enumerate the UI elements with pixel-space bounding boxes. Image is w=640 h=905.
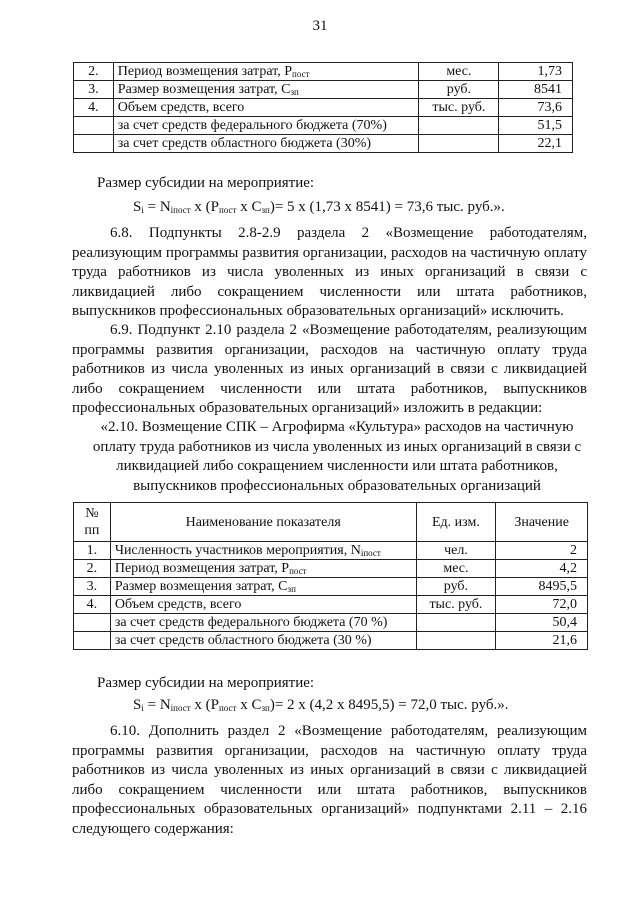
- table-2-10: [73, 502, 588, 650]
- paragraph-6-9: 6.9. Подпункт 2.10 раздела 2 «Возмещение работодателям, реализующим программы развития организации, расходов на частичную оплату труда работников из числа уволенных из иных организаций в связи с ликвидацией либо сокращением численности или штата работников, выпускников профессиональных образовательных организаций» изложить в редакции:: [72, 322, 587, 416]
- row-unit: [416, 614, 496, 632]
- table-row: [74, 63, 573, 81]
- table-row: [74, 542, 588, 560]
- table-row: [74, 99, 573, 117]
- row-unit: тыс. руб.: [416, 596, 496, 614]
- table-row: [74, 614, 588, 632]
- row-value: 50,4: [496, 614, 588, 632]
- header-number: № пп: [74, 503, 111, 542]
- table-row: [74, 117, 573, 135]
- row-value: 4,2: [496, 560, 588, 578]
- row-unit: тыс. руб.: [419, 99, 499, 117]
- row-name: Размер возмещения затрат, $C_{зп}$: [110, 578, 416, 596]
- row-number: [74, 632, 111, 650]
- row-number: 4.: [74, 99, 114, 117]
- row-number: 4.: [74, 596, 111, 614]
- row-unit: [419, 135, 499, 153]
- table-continuation: [73, 62, 573, 153]
- row-name: Объем средств, всего: [110, 596, 416, 614]
- page-number: 31: [312, 18, 328, 34]
- formula-2: $S_i = N_{iпост}$ x ($P_{пост}$ x $C_{зп})= 2$ x (4,2 x 8495,5) = 72,0 тыс. руб.».: [133, 697, 509, 713]
- table-row: [74, 578, 588, 596]
- row-number: 3.: [74, 81, 114, 99]
- row-name: Объем средств, всего: [113, 99, 419, 117]
- subsidy-label-2: Размер субсидии на мероприятие:: [97, 675, 315, 691]
- row-value: 21,6: [496, 632, 588, 650]
- formula-1: $S_i = N_{iпост}$ x ($P_{пост}$ x $C_{зп})= 5$ x (1,73 x 8541) = 73,6 тыс. руб.».: [133, 199, 505, 215]
- header-name: Наименование показателя: [110, 503, 416, 542]
- row-number: [74, 614, 111, 632]
- row-value: 1,73: [499, 63, 573, 81]
- table-row: [74, 560, 588, 578]
- row-value: 8495,5: [496, 578, 588, 596]
- row-unit: мес.: [416, 560, 496, 578]
- row-value: 73,6: [499, 99, 573, 117]
- row-unit: чел.: [416, 542, 496, 560]
- header-value: Значение: [496, 503, 588, 542]
- subsidy-label-1: Размер субсидии на мероприятие:: [97, 175, 315, 191]
- paragraph-6-10: 6.10. Дополнить раздел 2 «Возмещение работодателям, реализующим программы развития организации, расходов на частичную оплату труда работников из числа уволенных из иных организаций в связи с ликвидацией либо сокращением численности или штата работников, выпускников профессиональных образовательных организаций» подпунктами 2.11 – 2.16 следующего содержания:: [72, 723, 587, 837]
- row-number: [74, 117, 114, 135]
- row-value: 72,0: [496, 596, 588, 614]
- row-value: 2: [496, 542, 588, 560]
- table-row: [74, 632, 588, 650]
- row-number: 2.: [74, 560, 111, 578]
- table-row: [74, 135, 573, 153]
- row-value: 8541: [499, 81, 573, 99]
- row-number: [74, 135, 114, 153]
- row-name: Период возмещения затрат, $P_{пост}$: [110, 560, 416, 578]
- row-name: за счет средств федерального бюджета (70 %): [110, 614, 416, 632]
- row-unit: [416, 632, 496, 650]
- heading-2-10: «2.10. Возмещение СПК – Агрофирма «Культура» расходов на частичную оплату труда работников из числа уволенных из иных организаций в связи с ликвидацией либо сокращением численности или штата работников, выпускников профессиональных образовательных организаций: [92, 419, 582, 494]
- row-unit: руб.: [419, 81, 499, 99]
- row-unit: руб.: [416, 578, 496, 596]
- row-name: Численность участников мероприятия, $N_{iпост}$: [110, 542, 416, 560]
- table-row: [74, 81, 573, 99]
- row-name: за счет средств областного бюджета (30 %): [110, 632, 416, 650]
- row-unit: мес.: [419, 63, 499, 81]
- row-number: 3.: [74, 578, 111, 596]
- row-number: 1.: [74, 542, 111, 560]
- paragraph-6-8: 6.8. Подпункты 2.8-2.9 раздела 2 «Возмещение работодателям, реализующим программы развития организации, расходов на частичную оплату труда работников из числа уволенных из иных организаций в связи с ликвидацией либо сокращением численности или штата работников, выпускников профессиональных образовательных организаций» исключить.: [72, 225, 587, 319]
- row-unit: [419, 117, 499, 135]
- table-row: [74, 596, 588, 614]
- row-name: Период возмещения затрат, $P_{пост}$: [113, 63, 419, 81]
- row-name: за счет средств федерального бюджета (70%): [113, 117, 419, 135]
- row-name: за счет средств областного бюджета (30%): [113, 135, 419, 153]
- row-name: Размер возмещения затрат, $C_{зп}$: [113, 81, 419, 99]
- row-number: 2.: [74, 63, 114, 81]
- row-value: 51,5: [499, 117, 573, 135]
- header-unit: Ед. изм.: [416, 503, 496, 542]
- row-value: 22,1: [499, 135, 573, 153]
